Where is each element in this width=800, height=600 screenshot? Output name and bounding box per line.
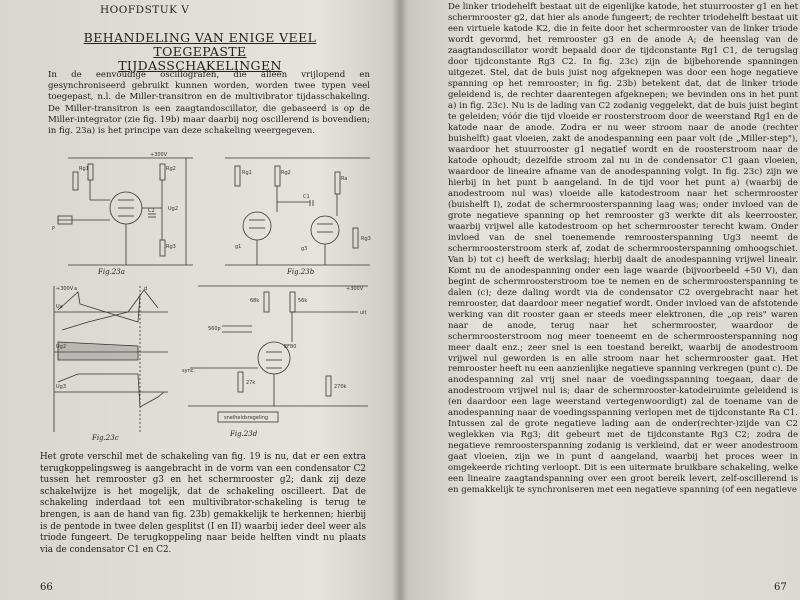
svg-text:56k: 56k [298, 298, 308, 304]
svg-text:snelheidsregeling: snelheidsregeling [224, 415, 269, 421]
svg-text:EF80: EF80 [284, 344, 297, 350]
svg-text:sync.: sync. [182, 368, 196, 374]
svg-text:uit: uit [360, 310, 367, 316]
chapter-title-line2: TIJDASSCHAKELINGEN [118, 58, 282, 73]
bottom-paragraph: Het grote verschil met de schakeling van fig. 19 is nu, dat er een extra terugkoppelingsweg is aangebracht in de vorm van een condensator C2 tussen het remrooster g3 en het schermrooster g2; dank zij deze schakelwijze is het mogelijk, dat de schakeling oscilleert. Dat de schakeling inderdaad tot een multivibrator-schakeling is terug te brengen, is aan de hand van fig. 23b) gemakkelijk te herkennen; hierbij is de pentode in twee delen gesplitst (I en II) waarbij ieder deel weer als triode fungeert. De terugkoppeling naar beide helften vindt nu plaats via de condensator C1 en C2. [40, 452, 366, 555]
svg-text:+300V: +300V [56, 286, 74, 292]
figure-23b [215, 150, 375, 275]
circuit-diagram-23a [48, 150, 198, 275]
fig23b-label: Fig.23b [287, 268, 315, 276]
svg-text:Ua: Ua [56, 304, 63, 310]
svg-text:g1: g1 [235, 244, 242, 250]
svg-text:Rg2: Rg2 [281, 170, 291, 176]
figure-23a [48, 150, 198, 275]
page-number-right: 67 [774, 582, 787, 593]
svg-text:C2: C2 [148, 208, 155, 214]
figure-23c [48, 282, 173, 442]
svg-text:d: d [144, 286, 148, 292]
fig23a-label: Fig.23a [98, 268, 125, 276]
svg-text:Rg3: Rg3 [166, 244, 176, 250]
fig23d-label: Fig.23d [230, 430, 258, 438]
chapter-title [40, 31, 360, 73]
svg-text:Rg1: Rg1 [79, 166, 89, 172]
svg-text:Rg2: Rg2 [166, 166, 176, 172]
svg-text:P: P [52, 226, 56, 232]
svg-text:Ug2: Ug2 [56, 344, 67, 350]
left-page [0, 0, 398, 600]
svg-text:a: a [74, 286, 78, 292]
svg-text:Ug3: Ug3 [56, 384, 67, 390]
chapter-title-line1: BEHANDELING VAN ENIGE VEEL TOEGEPASTE [83, 30, 317, 59]
circuit-diagram-23d [178, 280, 378, 442]
right-page-text: De linker triodehelft bestaat uit de eigenlijke katode, het stuurrooster g1 en het schermrooster g2, dat hier als anode fungeert; de rechter triodehelft bestaat uit een virtuele katode K2, die in feite door het schermrooster van de linker triode wordt gevormd, het remrooster g3 en de anode A; de heenslag van de zaagtandoscillator wordt bepaald door de tijdconstante Rg1 C1, de terugslag door tijdconstante Rg3 C2. In fig. 23c) zijn de bijbehorende spanningen uitgezet. Stel, dat de buis juist nog afgeknepen was door een hoge negatieve spanning op het remrooster; in fig. 23b) betekent dat, dat de linker triode geleidend is, de rechter daarentegen afgeknepen; we bevinden ons in het punt a) in fig. 23c). Nu is de lading van C2 zodanig veggelekt, dat de buis juist begint te geleiden; vóór die tijd vloeide er roosterstroom door de weerstand Rg1 en de katode naar de anode. Zodra er nu weer stroom naar de anode (rechter buishelft) gaat vloeien, zakt de anodespanning een paar volt (de „Miller-step"), waardoor het stuurrooster g1 negatief wordt en de roosterstroom naar de katode ophoudt; dezelfde stroom zal nu in de condensator C1 gaan vloeien, waardoor de lineaire afname van de anodespanning volgt. In fig. 23c) zijn we hierbij in het punt b aangeland. In de tijd voor het punt a) (waarbij de anodestroom nul was) vloeide alle katodestroom naar het schermrooster (buishelft I), zodat de schermroosterspanning laag was; onder invloed van de grote negatieve spanning op het remrooster g3 werkte dit als keerrooster, waarbij vrijwel alle katodestroom op het schermrooster terecht kwam. Onder invloed van de snel toenemende remroosterspanning Ug3 neemt de schermroosterstroom sterk af, zodat de schermroosterspanning omhoogschiet. Van b) tot c) heeft de werkslag; hierbij daalt de anodespanning vrijwel lineair. Komt nu de anodespanning onder een lage waarde (bijvoorbeeld +50 V), dan begint de schermroosterstroom toe te nemen en de schermroosterspanning te dalen (c); deze daling wordt via de condensator C2 overgebracht naar het remrooster, dat daardoor meer negatief wordt. Onder invloed van de afstotende werking van dit rooster gaan er steeds meer elektronen, die „op reis" waren naar de anode, terug naar het schermrooster, waardoor de schermroosterstroom nog meer toeneemt en de schermroosterspanning nog meer daalt enz.; zeer snel is een toestand bereikt, waarbij de anodestroom vrijwel nul geworden is en alle stroom naar het schermrooster gaat. Het remrooster heeft nu een aanzienlijke negatieve spanning verkregen (punt c). De anodespanning zal vrij snel naar de voedingsspanning toegaan, daar de anodestroom vrijwel nul is; daar de schermrooster-katodeiruimte geleidend is (en daardoor een lage weerstand vertegenwoordigt) zal de toename van de anodespanning naar de voedingsspanning verlopen met de tijdconstante Ra C1. Intussen zal de grote negatieve lading aan de onder(rechter-)zijde van C2 weglekken via Rg3; dit gebeurt met de tijdconstante Rg3 C2; zodra de negatieve remroosterspanning zodanig is verkleind, dat er weer anodestroom gaat vloeien, zijn we in punt d aangeland, waarbij het proces weer in omgekeerde richting verloopt. Dit is een uitermate bruikbare schakeling, welke een lineaire zaagtandspanning over een groot bereik levert, zelf-oscillerend is en gemakkelijk te synchroniseren met een negatieve spanning (of een negatieve [448, 2, 798, 496]
right-page [404, 0, 800, 600]
svg-text:27k: 27k [246, 380, 256, 386]
circuit-diagram-23b [215, 150, 375, 275]
svg-text:Ra: Ra [341, 176, 348, 182]
svg-text:+300V: +300V [346, 286, 364, 292]
svg-text:C1: C1 [303, 194, 310, 200]
svg-text:560p: 560p [208, 326, 221, 332]
figure-23d [178, 280, 378, 442]
svg-text:Rg1: Rg1 [242, 170, 252, 176]
waveform-diagram-23c [48, 282, 173, 442]
svg-text:Rg3: Rg3 [361, 236, 371, 242]
fig23c-label: Fig.23c [92, 434, 119, 442]
page-number-left: 66 [40, 582, 53, 593]
svg-text:Ug2: Ug2 [168, 206, 179, 212]
svg-text:+300V: +300V [150, 152, 168, 158]
intro-paragraph: In de eenvoudige oscillografen, die alleen vrijlopend en gesynchroniseerd gebruikt kunnen worden, worden twee typen veel toegepast, n.l. de Miller-transitron en de multivibrator tijdasschakeling. De Miller-transitron is een zaagtandoscillator, die gebaseerd is op de Miller-integrator (zie fig. 19b) maar daarbij nog oscillerend is bovendien; in fig. 23a) is het principe van deze schakeling weergegeven. [48, 70, 370, 137]
svg-text:68k: 68k [250, 298, 260, 304]
running-head: HOOFDSTUK V [100, 4, 190, 16]
svg-text:270k: 270k [334, 384, 347, 390]
svg-text:g3: g3 [301, 246, 308, 252]
